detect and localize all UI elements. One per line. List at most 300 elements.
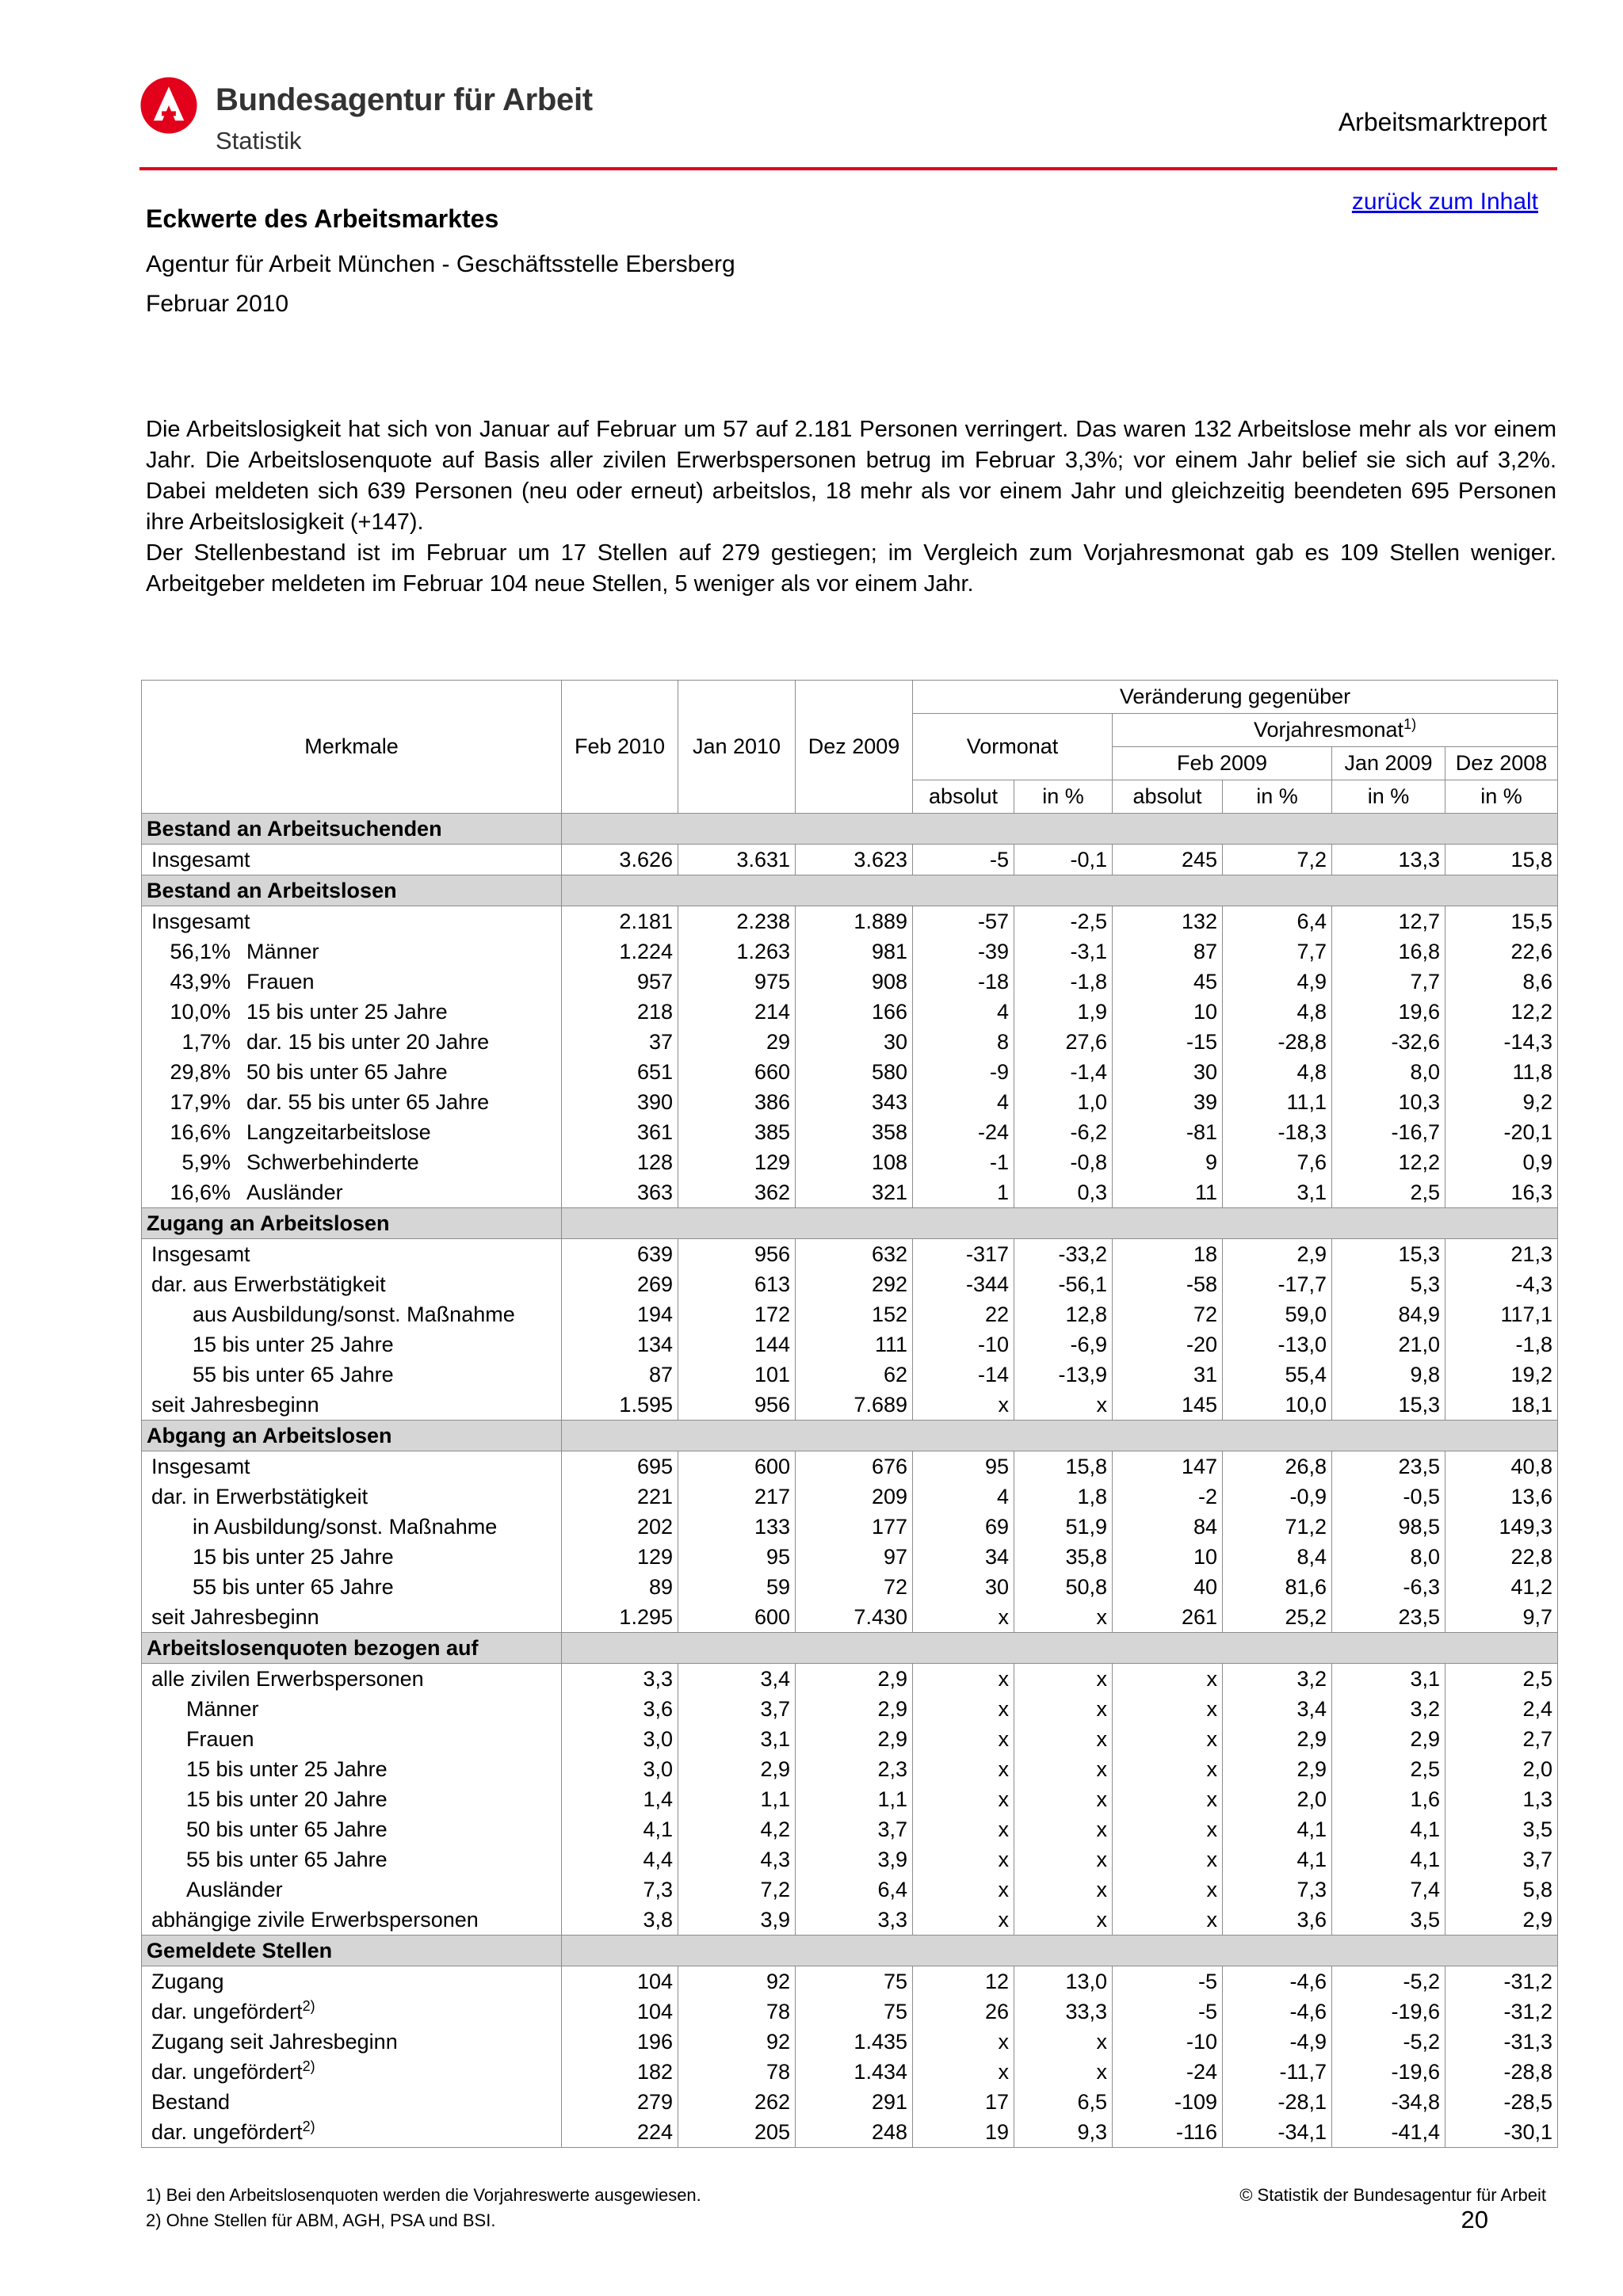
row-label [142,1360,562,1390]
table-cell: 362 [678,1177,796,1208]
summary-text [146,414,1556,600]
table-cell: 75 [796,1997,913,2027]
table-cell: -344 [913,1269,1014,1299]
table-cell: 10 [1113,997,1223,1027]
table-cell: 31 [1113,1360,1223,1390]
table-cell: 78 [678,1997,796,2027]
table-cell: 72 [796,1572,913,1602]
table-cell: 194 [562,1299,678,1329]
table-cell: 22 [913,1299,1014,1329]
row-label-text: Langzeitarbeitslose [246,1120,431,1144]
row-label-text: dar. ungefördert [151,2060,303,2084]
table-cell: 13,3 [1332,845,1445,875]
header-divider [139,167,1557,170]
table-cell: -24 [913,1117,1014,1147]
row-label [142,1572,562,1602]
row-label-text: Schwerbehinderte [246,1150,419,1174]
row-label-text: 50 bis unter 65 Jahre [186,1817,388,1841]
table-cell: -0,9 [1223,1482,1332,1512]
table-cell: 16,8 [1332,936,1445,967]
table-cell: 15,8 [1445,845,1558,875]
table-cell: -116 [1113,2117,1223,2148]
row-label [142,1027,562,1057]
table-cell: 361 [562,1117,678,1147]
table-cell: 7,3 [562,1875,678,1905]
col-header-in-pct: in % [1445,780,1558,814]
table-cell: x [1113,1844,1223,1875]
table-row [142,1239,1558,1270]
table-cell: 4,3 [678,1844,796,1875]
col-header-in-pct: in % [1332,780,1445,814]
table-cell: x [913,1602,1014,1633]
table-cell: 7,7 [1332,967,1445,997]
table-cell: 78 [678,2057,796,2087]
table-cell: 133 [678,1512,796,1542]
table-cell: -4,3 [1445,1269,1558,1299]
row-label-text: dar. in Erwerbstätigkeit [151,1485,369,1508]
table-cell: -11,7 [1223,2057,1332,2087]
table-cell: 18 [1113,1239,1223,1270]
row-label [142,1482,562,1512]
table-cell: 390 [562,1087,678,1117]
table-cell: 152 [796,1299,913,1329]
table-cell: 2,3 [796,1754,913,1784]
section-fill [562,1421,1558,1451]
table-cell: 3.631 [678,845,796,875]
table-cell: 4,9 [1223,967,1332,997]
table-cell: 5,3 [1332,1269,1445,1299]
table-cell: 26,8 [1223,1451,1332,1482]
section-label: Abgang an Arbeitslosen [142,1421,562,1451]
table-cell: x [913,1814,1014,1844]
row-label-text: Männer [246,940,319,963]
table-cell: 111 [796,1329,913,1360]
table-cell: -2,5 [1014,906,1113,937]
table-cell: 39 [1113,1087,1223,1117]
table-cell: 8,4 [1223,1542,1332,1572]
table-row [142,1754,1558,1784]
row-label [142,2117,562,2148]
row-label-text: Insgesamt [151,910,250,933]
row-label-text: Insgesamt [151,848,250,871]
col-header-dez2008: Dez 2008 [1445,747,1558,780]
table-cell: 1,9 [1014,997,1113,1027]
table-row [142,1572,1558,1602]
col-header-in-pct: in % [1223,780,1332,814]
table-cell: 321 [796,1177,913,1208]
table-cell: -34,1 [1223,2117,1332,2148]
table-cell: x [1014,1784,1113,1814]
table-cell: 12,7 [1332,906,1445,937]
table-cell: 957 [562,967,678,997]
table-cell: -6,3 [1332,1572,1445,1602]
row-label-text: dar. 55 bis unter 65 Jahre [246,1090,490,1114]
table-cell: 1,8 [1014,1482,1113,1512]
table-cell: -30,1 [1445,2117,1558,2148]
table-cell: 26 [913,1997,1014,2027]
table-cell: x [1014,1724,1113,1754]
table-cell: x [1014,1905,1113,1936]
table-cell: 3,5 [1332,1905,1445,1936]
table-cell: -3,1 [1014,936,1113,967]
table-cell: 2,9 [1223,1724,1332,1754]
table-cell: 19,6 [1332,997,1445,1027]
table-cell: 3,0 [562,1724,678,1754]
table-row [142,1844,1558,1875]
table-cell: 975 [678,967,796,997]
ba-logo-icon [139,76,198,135]
table-cell: -4,6 [1223,1997,1332,2027]
table-cell: 2,9 [796,1724,913,1754]
table-cell: 144 [678,1329,796,1360]
table-cell: 4,1 [1332,1814,1445,1844]
table-cell: 40 [1113,1572,1223,1602]
table-cell: 4,4 [562,1844,678,1875]
table-cell: 11 [1113,1177,1223,1208]
table-cell: x [1014,1602,1113,1633]
table-cell: 292 [796,1269,913,1299]
row-label [142,845,562,875]
table-cell: 95 [678,1542,796,1572]
table-cell: 1.889 [796,906,913,937]
summary-paragraph: Der Stellenbestand ist im Februar um 17 Stellen auf 279 gestiegen; im Vergleich zum Vorjahresmonat gab es 109 Stellen weniger. Arbeitgeber meldeten im Februar 104 neue Stellen, 5 weniger als vor einem Jahr. [146,540,1556,597]
table-cell: 3,1 [1223,1177,1332,1208]
table-cell: -34,8 [1332,2087,1445,2117]
back-to-contents-link[interactable]: zurück zum Inhalt [1351,189,1538,215]
table-cell: 4 [913,997,1014,1027]
table-cell: -1,8 [1014,967,1113,997]
col-header-vormonat: Vormonat [913,714,1113,780]
table-cell: x [1113,1905,1223,1936]
table-cell: 291 [796,2087,913,2117]
section-fill [562,875,1558,906]
table-cell: 35,8 [1014,1542,1113,1572]
col-header-jan2009: Jan 2009 [1332,747,1445,780]
table-cell: x [913,1754,1014,1784]
table-cell: -28,5 [1445,2087,1558,2117]
table-cell: 30 [913,1572,1014,1602]
table-cell: 13,6 [1445,1482,1558,1512]
table-cell: 72 [1113,1299,1223,1329]
row-label-text: dar. ungefördert [151,2120,303,2144]
table-cell: 0,9 [1445,1147,1558,1177]
table-cell: 1,6 [1332,1784,1445,1814]
table-cell: -39 [913,936,1014,967]
table-row [142,1329,1558,1360]
table-cell: x [1014,1844,1113,1875]
table-cell: -13,0 [1223,1329,1332,1360]
table-cell: 27,6 [1014,1027,1113,1057]
table-cell: -4,6 [1223,1966,1332,1997]
row-label-text: Insgesamt [151,1242,250,1266]
table-row [142,1057,1558,1087]
table-cell: 3,7 [796,1814,913,1844]
table-cell: 218 [562,997,678,1027]
report-period: Februar 2010 [146,291,289,317]
table-cell: 3,2 [1332,1694,1445,1724]
row-label-text: dar. ungefördert [151,2000,303,2023]
table-cell: 7.430 [796,1602,913,1633]
table-row [142,1875,1558,1905]
col-header-absolut: absolut [913,780,1014,814]
table-cell: 92 [678,2027,796,2057]
table-cell: 385 [678,1117,796,1147]
row-label-text: Zugang [151,1970,224,1993]
row-label [142,1451,562,1482]
row-label-text: Bestand [151,2090,231,2114]
table-cell: 7,6 [1223,1147,1332,1177]
row-label [142,997,562,1027]
table-cell: 9,3 [1014,2117,1113,2148]
table-row [142,1390,1558,1421]
table-cell: 23,5 [1332,1602,1445,1633]
table-cell: 41,2 [1445,1572,1558,1602]
table-cell: 221 [562,1482,678,1512]
table-cell: -28,8 [1223,1027,1332,1057]
row-label-text: Frauen [186,1727,254,1751]
row-label [142,936,562,967]
table-cell: -15 [1113,1027,1223,1057]
table-cell: -9 [913,1057,1014,1087]
table-cell: -16,7 [1332,1117,1445,1147]
table-cell: 108 [796,1147,913,1177]
table-row [142,1147,1558,1177]
col-header-feb2010: Feb 2010 [562,681,678,814]
table-cell: 12 [913,1966,1014,1997]
table-row [142,1027,1558,1057]
share-percent: 1,7% [181,1030,231,1054]
table-cell: 209 [796,1482,913,1512]
table-cell: 639 [562,1239,678,1270]
table-cell: 7,4 [1332,1875,1445,1905]
table-cell: -20 [1113,1329,1223,1360]
table-cell: -28,8 [1445,2057,1558,2087]
table-cell: 2,9 [1223,1754,1332,1784]
table-cell: x [913,1905,1014,1936]
table-row [142,845,1558,875]
table-cell: 205 [678,2117,796,2148]
table-cell: -18,3 [1223,1117,1332,1147]
table-row [142,1602,1558,1633]
table-cell: 2,7 [1445,1724,1558,1754]
row-label [142,1542,562,1572]
table-cell: -57 [913,906,1014,937]
table-cell: -5,2 [1332,2027,1445,2057]
table-cell: 9,8 [1332,1360,1445,1390]
table-row [142,1814,1558,1844]
table-cell: -33,2 [1014,1239,1113,1270]
table-cell: 1.434 [796,2057,913,2087]
row-label-text: seit Jahresbeginn [151,1605,319,1629]
table-cell: 3,5 [1445,1814,1558,1844]
footnote-marker: 2) [302,2058,315,2074]
table-cell: 3,6 [1223,1905,1332,1936]
table-cell: 2.238 [678,906,796,937]
table-cell: 695 [562,1451,678,1482]
row-label [142,1966,562,1997]
table-cell: 613 [678,1269,796,1299]
table-cell: x [1113,1754,1223,1784]
table-cell: 1.595 [562,1390,678,1421]
table-cell: -13,9 [1014,1360,1113,1390]
table-cell: 8,6 [1445,967,1558,997]
summary-paragraph: Die Arbeitslosigkeit hat sich von Januar auf Februar um 57 auf 2.181 Personen verringert. Das waren 132 Arbeitslose mehr als vor einem Jahr. Die Arbeitslosenquote auf Basis aller zivilen Erwerbspersonen betrug im Februar 3,3%; vor einem Jahr belief sie sich auf 3,2%. Dabei meldeten sich 639 Personen (neu oder erneut) arbeitslos, 18 mehr als vor einem Jahr und gleichzeitig beendeten 695 Personen ihre Arbeitslosigkeit (+147). [146,417,1556,535]
table-cell: 3,4 [1223,1694,1332,1724]
table-cell: 59,0 [1223,1299,1332,1329]
table-cell: 279 [562,2087,678,2117]
row-label-text: 55 bis unter 65 Jahre [193,1575,394,1599]
table-cell: 129 [678,1147,796,1177]
table-cell: -6,2 [1014,1117,1113,1147]
table-cell: x [1014,1664,1113,1695]
report-title: Arbeitsmarktreport [1338,108,1547,136]
table-row [142,1905,1558,1936]
table-cell: 55,4 [1223,1360,1332,1390]
table-cell: x [913,1694,1014,1724]
table-cell: -10 [1113,2027,1223,2057]
row-label [142,967,562,997]
table-cell: -1 [913,1147,1014,1177]
table-cell: -5 [913,845,1014,875]
table-cell: x [1113,1724,1223,1754]
table-cell: x [913,1390,1014,1421]
table-cell: 34 [913,1542,1014,1572]
row-label-text: 15 bis unter 25 Jahre [186,1757,388,1781]
table-cell: 1,0 [1014,1087,1113,1117]
table-cell: 134 [562,1329,678,1360]
table-cell: 21,0 [1332,1329,1445,1360]
table-cell: 3,4 [678,1664,796,1695]
table-cell: 22,8 [1445,1542,1558,1572]
table-cell: 4 [913,1087,1014,1117]
table-cell: 7,7 [1223,936,1332,967]
row-label [142,1239,562,1270]
table-cell: 87 [1113,936,1223,967]
row-label [142,1147,562,1177]
table-cell: x [1113,1694,1223,1724]
table-row [142,1784,1558,1814]
table-cell: 651 [562,1057,678,1087]
table-row [142,2057,1558,2087]
section-label: Zugang an Arbeitslosen [142,1208,562,1239]
table-cell: -10 [913,1329,1014,1360]
row-label-text: 55 bis unter 65 Jahre [193,1363,394,1386]
footnote-marker: 2) [302,2119,315,2134]
table-row [142,1724,1558,1754]
col-header-absolut: absolut [1113,780,1223,814]
row-label-text: 15 bis unter 25 Jahre [193,1333,394,1356]
table-cell: 343 [796,1087,913,1117]
table-cell: 117,1 [1445,1299,1558,1329]
table-row [142,1997,1558,2027]
row-label [142,1905,562,1936]
table-cell: 1,3 [1445,1784,1558,1814]
table-cell: -317 [913,1239,1014,1270]
table-cell: 40,8 [1445,1451,1558,1482]
table-cell: 358 [796,1117,913,1147]
table-cell: 12,2 [1445,997,1558,1027]
table-cell: -31,2 [1445,1966,1558,1997]
table-cell: 33,3 [1014,1997,1113,2027]
footnote-1: 1) Bei den Arbeitslosenquoten werden die Vorjahreswerte ausgewiesen. [146,2185,701,2205]
table-cell: x [1113,1814,1223,1844]
row-label [142,1117,562,1147]
table-cell: 147 [1113,1451,1223,1482]
table-cell: 81,6 [1223,1572,1332,1602]
footnote-2: 2) Ohne Stellen für ABM, AGH, PSA und BSI. [146,2210,496,2230]
table-row [142,936,1558,967]
row-label-text: aus Ausbildung/sonst. Maßnahme [193,1302,515,1326]
row-label [142,2057,562,2087]
table-cell: 1.435 [796,2027,913,2057]
share-percent: 5,9% [181,1150,231,1174]
table-cell: -109 [1113,2087,1223,2117]
table-cell: 10 [1113,1542,1223,1572]
row-label [142,1087,562,1117]
table-cell: x [913,1844,1014,1875]
table-cell: 145 [1113,1390,1223,1421]
table-cell: 6,4 [796,1875,913,1905]
table-row [142,1269,1558,1299]
row-label-text: 55 bis unter 65 Jahre [186,1848,388,1871]
table-cell: 89 [562,1572,678,1602]
table-row [142,1299,1558,1329]
table-cell: 2,9 [1332,1724,1445,1754]
section-fill [562,1208,1558,1239]
table-cell: -0,8 [1014,1147,1113,1177]
table-cell: 8 [913,1027,1014,1057]
table-cell: 62 [796,1360,913,1390]
table-cell: 3,2 [1223,1664,1332,1695]
table-cell: 580 [796,1057,913,1087]
table-cell: 386 [678,1087,796,1117]
table-row [142,1664,1558,1695]
table-cell: 71,2 [1223,1512,1332,1542]
table-cell: 4,8 [1223,1057,1332,1087]
table-cell: 37 [562,1027,678,1057]
col-header-dez2009: Dez 2009 [796,681,913,814]
table-cell: 2,9 [1445,1905,1558,1936]
row-label [142,1057,562,1087]
table-cell: x [1014,1754,1113,1784]
table-cell: 1.224 [562,936,678,967]
table-cell: x [913,1784,1014,1814]
table-cell: 10,3 [1332,1087,1445,1117]
table-cell: 21,3 [1445,1239,1558,1270]
row-label [142,1299,562,1329]
share-percent: 10,0% [170,1000,231,1024]
row-label-text: Männer [186,1697,259,1721]
table-cell: 8,0 [1332,1542,1445,1572]
row-label [142,1177,562,1208]
row-label-text: dar. aus Erwerbstätigkeit [151,1272,386,1296]
table-cell: 45 [1113,967,1223,997]
table-cell: 217 [678,1482,796,1512]
share-percent: 29,8% [170,1060,231,1084]
copyright: © Statistik der Bundesagentur für Arbeit [1239,2185,1546,2205]
table-row [142,1360,1558,1390]
table-cell: -19,6 [1332,1997,1445,2027]
table-row [142,2027,1558,2057]
row-label [142,1724,562,1754]
section-row [142,875,1558,906]
table-cell: 245 [1113,845,1223,875]
table-cell: -19,6 [1332,2057,1445,2087]
table-cell: 2,5 [1445,1664,1558,1695]
section-row [142,814,1558,845]
table-cell: 1,4 [562,1784,678,1814]
agency-subtitle: Agentur für Arbeit München - Geschäftsstelle Ebersberg [146,251,735,277]
